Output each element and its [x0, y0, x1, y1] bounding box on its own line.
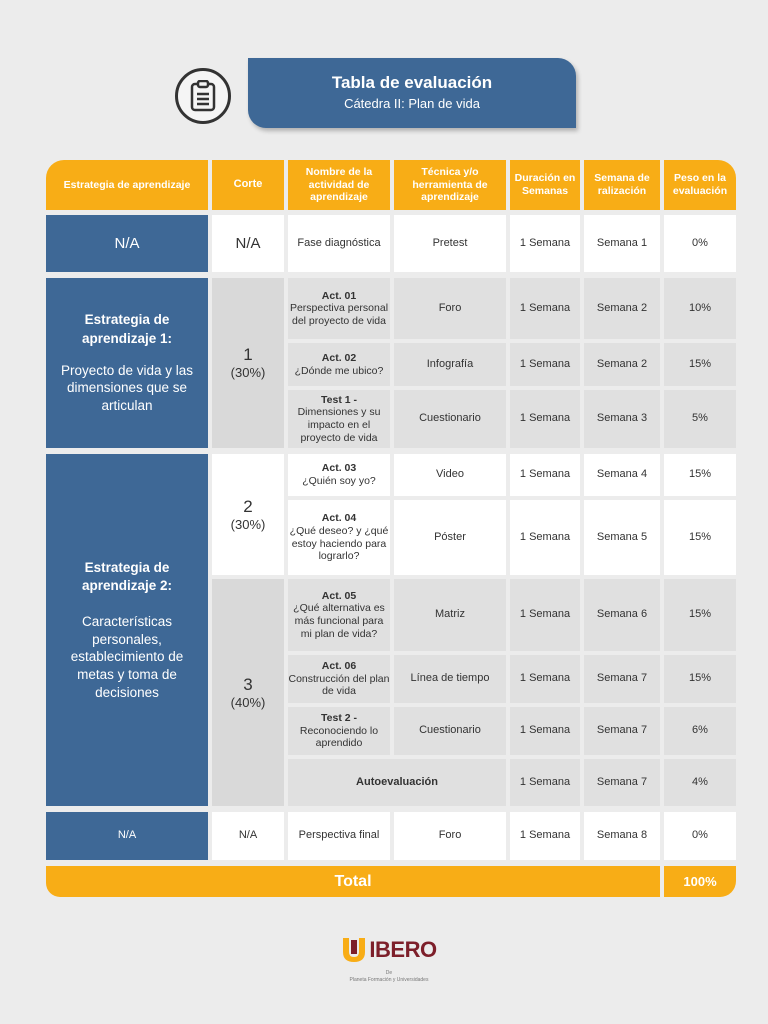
week-row-2: Semana 2 [584, 343, 660, 386]
week-row-7: Semana 7 [584, 655, 660, 703]
weight-row-1: 10% [664, 278, 736, 339]
week-row-5: Semana 5 [584, 500, 660, 575]
activity-row-3 [288, 390, 390, 448]
activity-name: Dimensiones y su impacto en el proyecto de vida [297, 406, 381, 444]
header-corte: Corte [212, 160, 284, 210]
activity-code: Test 2 - [321, 712, 357, 725]
title-banner [248, 58, 576, 128]
self-evaluation-week: Semana 7 [584, 759, 660, 806]
activity-name: Perspectiva personal del proyecto de vida [289, 302, 389, 327]
diag-technique: Pretest [394, 215, 506, 272]
strategy-1-desc: Proyecto de vida y las dimensiones que se articulan [60, 362, 194, 413]
corte-2-num: 2 [243, 496, 253, 516]
logo-word: IBERO [369, 937, 437, 962]
activity-code: Act. 02 [321, 351, 357, 364]
final-corte: N/A [212, 812, 284, 860]
strategy-1-block [46, 278, 208, 448]
activity-name: ¿Dónde me ubico? [294, 364, 384, 377]
corte-2 [212, 454, 284, 575]
ibero-logo [334, 936, 444, 996]
final-activity: Perspectiva final [288, 812, 390, 860]
technique-row-3: Cuestionario [394, 390, 506, 448]
logo-line-1: De [385, 970, 393, 976]
activity-code: Test 1 - [321, 393, 357, 406]
duration-row-5: 1 Semana [510, 500, 580, 575]
corte-1-num: 1 [243, 345, 253, 364]
weight-row-4: 15% [664, 454, 736, 496]
diag-activity: Fase diagnóstica [288, 215, 390, 272]
activity-name: ¿Quién soy yo? [302, 475, 376, 487]
activity-code: Act. 05 [321, 589, 357, 602]
duration-row-1: 1 Semana [510, 278, 580, 339]
final-strategy: N/A [46, 812, 208, 860]
weight-row-5: 15% [664, 500, 736, 575]
activity-row-6 [288, 579, 390, 651]
activity-name: ¿Qué deseo? y ¿qué estoy haciendo para lograrlo? [289, 524, 389, 563]
header-activity: Nombre de la actividad de aprendizaje [288, 160, 390, 210]
strategy-2-desc: Características personales, establecimiento de metas y toma de decisiones [70, 614, 184, 700]
weight-row-8: 6% [664, 707, 736, 755]
corte-3-num: 3 [243, 674, 253, 694]
activity-row-7 [288, 655, 390, 703]
week-row-8: Semana 7 [584, 707, 660, 755]
week-row-6: Semana 6 [584, 579, 660, 651]
diag-corte: N/A [212, 215, 284, 272]
duration-row-3: 1 Semana [510, 390, 580, 448]
weight-row-6: 15% [664, 579, 736, 651]
final-duration: 1 Semana [510, 812, 580, 860]
duration-row-8: 1 Semana [510, 707, 580, 755]
duration-row-4: 1 Semana [510, 454, 580, 496]
corte-3-pct: (40%) [230, 694, 266, 710]
activity-code: Act. 03 [321, 462, 357, 475]
page-title: Tabla de evaluación [331, 73, 493, 92]
diag-weight: 0% [664, 215, 736, 272]
diag-strategy: N/A [46, 215, 208, 272]
clipboard-icon [175, 68, 231, 124]
ibero-shield-icon [341, 936, 367, 964]
header-week: Semana de ralización [584, 160, 660, 210]
activity-name: ¿Qué alternativa es más funcional para mi plan de vida? [293, 602, 385, 640]
logo-line-2: Planeta Formación y Universidades [349, 976, 429, 983]
self-evaluation-duration: 1 Semana [510, 759, 580, 806]
week-row-4: Semana 4 [584, 454, 660, 496]
self-evaluation: Autoevaluación [288, 759, 506, 806]
weight-row-3: 5% [664, 390, 736, 448]
activity-code: Act. 01 [321, 289, 357, 302]
activity-row-2 [288, 343, 390, 386]
activity-name: Reconociendo lo aprendido [299, 724, 379, 750]
final-week: Semana 8 [584, 812, 660, 860]
header-duration: Duración en Semanas [510, 160, 580, 210]
week-row-3: Semana 3 [584, 390, 660, 448]
total-label: Total [46, 866, 660, 897]
total-value: 100% [664, 866, 736, 897]
corte-1-pct: (30%) [230, 365, 266, 381]
duration-row-7: 1 Semana [510, 655, 580, 703]
technique-row-7: Línea de tiempo [394, 655, 506, 703]
activity-code: Act. 06 [321, 660, 357, 673]
week-row-1: Semana 2 [584, 278, 660, 339]
corte-3 [212, 579, 284, 806]
final-technique: Foro [394, 812, 506, 860]
technique-row-8: Cuestionario [394, 707, 506, 755]
activity-row-8 [288, 707, 390, 755]
activity-row-4 [288, 454, 390, 496]
header-weight: Peso en la evaluación [664, 160, 736, 210]
weight-row-7: 15% [664, 655, 736, 703]
technique-row-2: Infografía [394, 343, 506, 386]
diag-duration: 1 Semana [510, 215, 580, 272]
strategy-2-title: Estrategia de aprendizaje 2: [81, 559, 173, 594]
strategy-1-title: Estrategia de aprendizaje 1: [81, 312, 173, 346]
activity-row-1 [288, 278, 390, 339]
technique-row-1: Foro [394, 278, 506, 339]
activity-row-5 [288, 500, 390, 575]
activity-code: Act. 04 [321, 512, 357, 525]
duration-row-6: 1 Semana [510, 579, 580, 651]
strategy-2-block [46, 454, 208, 806]
duration-row-2: 1 Semana [510, 343, 580, 386]
technique-row-6: Matriz [394, 579, 506, 651]
self-evaluation-weight: 4% [664, 759, 736, 806]
final-weight: 0% [664, 812, 736, 860]
page-subtitle: Cátedra II: Plan de vida [344, 96, 480, 111]
activity-name: Construcción del plan de vida [288, 672, 390, 698]
weight-row-2: 15% [664, 343, 736, 386]
header-strategy: Estrategia de aprendizaje [46, 160, 208, 210]
technique-row-5: Póster [394, 500, 506, 575]
corte-1 [212, 278, 284, 448]
diag-week: Semana 1 [584, 215, 660, 272]
corte-2-pct: (30%) [230, 516, 266, 532]
technique-row-4: Video [394, 454, 506, 496]
header-technique: Técnica y/o herramienta de aprendizaje [394, 160, 506, 210]
